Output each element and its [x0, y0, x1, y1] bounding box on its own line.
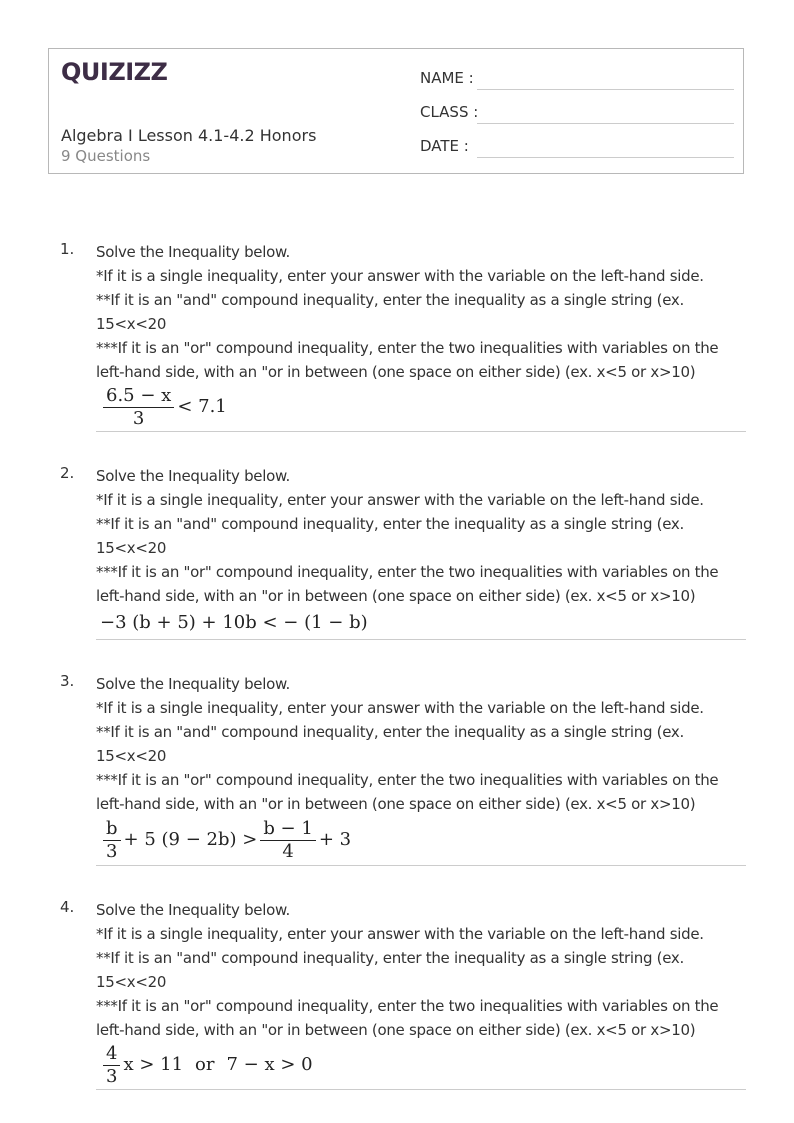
instruction-line: **If it is an "and" compound inequality, enter the inequality as a single string (ex.	[96, 723, 684, 741]
instruction-line: 15<x<20	[96, 315, 167, 333]
question-3	[60, 672, 746, 866]
instruction-line: **If it is an "and" compound inequality, enter the inequality as a single string (ex.	[96, 291, 684, 309]
instruction-line: *If it is a single inequality, enter your answer with the variable on the left-hand side.	[96, 925, 704, 943]
instruction-line: ***If it is an "or" compound inequality, enter the two inequalities with variables on the	[96, 563, 719, 581]
question-count: 9 Questions	[61, 147, 151, 165]
question-text	[96, 898, 746, 1088]
fraction	[103, 1042, 120, 1087]
question-number: 1.	[60, 240, 75, 258]
question-number: 3.	[60, 672, 75, 690]
fraction-numerator: 6.5 − x	[103, 387, 174, 408]
instruction-line: Solve the Inequality below.	[96, 675, 291, 693]
answer-divider	[96, 639, 746, 640]
class-field[interactable]	[420, 103, 734, 127]
instruction-line: *If it is a single inequality, enter your answer with the variable on the left-hand side.	[96, 491, 704, 509]
question-2	[60, 464, 746, 640]
math-expression	[96, 384, 746, 430]
fraction-denominator: 3	[132, 407, 145, 429]
fraction-numerator: b − 1	[260, 820, 316, 841]
instruction-line: left-hand side, with an "or in between (one space on either side) (ex. x<5 or x>10)	[96, 587, 696, 605]
name-line	[477, 89, 734, 90]
fraction	[103, 384, 174, 429]
question-number: 2.	[60, 464, 75, 482]
instruction-line: *If it is a single inequality, enter your answer with the variable on the left-hand side.	[96, 267, 704, 285]
instruction-line: 15<x<20	[96, 747, 167, 765]
instruction-line: left-hand side, with an "or in between (one space on either side) (ex. x<5 or x>10)	[96, 363, 696, 381]
instruction-line: *If it is a single inequality, enter your answer with the variable on the left-hand side.	[96, 699, 704, 717]
date-line	[477, 157, 734, 158]
question-text	[96, 464, 746, 638]
fraction-numerator: b	[103, 820, 121, 841]
math-text: x > 11	[123, 1054, 184, 1075]
instruction-line: ***If it is an "or" compound inequality, enter the two inequalities with variables on the	[96, 997, 719, 1015]
fraction	[260, 817, 316, 862]
question-1	[60, 240, 746, 432]
instruction-line: Solve the Inequality below.	[96, 901, 291, 919]
question-4	[60, 898, 746, 1090]
question-text	[96, 240, 746, 430]
answer-divider	[96, 1089, 746, 1090]
instruction-line: **If it is an "and" compound inequality, enter the inequality as a single string (ex.	[96, 949, 684, 967]
fraction	[103, 817, 121, 862]
worksheet-title: Algebra I Lesson 4.1-4.2 Honors	[61, 126, 317, 145]
worksheet-header	[48, 48, 744, 174]
math-expression	[96, 816, 746, 864]
instruction-line: Solve the Inequality below.	[96, 243, 291, 261]
fraction-numerator: 4	[103, 1045, 120, 1066]
math-text: < 7.1	[177, 396, 227, 417]
math-text: + 5 (9 − 2b) >	[123, 829, 258, 850]
question-number: 4.	[60, 898, 75, 916]
fraction-denominator: 3	[106, 1065, 118, 1087]
math-text: 7 − x > 0	[226, 1054, 313, 1075]
class-label: CLASS :	[420, 103, 479, 121]
instruction-line: ***If it is an "or" compound inequality, enter the two inequalities with variables on the	[96, 339, 719, 357]
instruction-line: 15<x<20	[96, 973, 167, 991]
name-label: NAME :	[420, 69, 474, 87]
instruction-line: left-hand side, with an "or in between (one space on either side) (ex. x<5 or x>10)	[96, 795, 696, 813]
class-line	[477, 123, 734, 124]
date-label: DATE :	[420, 137, 469, 155]
math-text: + 3	[318, 829, 352, 850]
fraction-denominator: 4	[282, 840, 294, 862]
instruction-line: 15<x<20	[96, 539, 167, 557]
math-expression	[96, 608, 746, 638]
date-field[interactable]	[420, 137, 734, 161]
name-field[interactable]	[420, 69, 734, 93]
answer-divider	[96, 431, 746, 432]
instruction-line: ***If it is an "or" compound inequality, enter the two inequalities with variables on the	[96, 771, 719, 789]
fraction-denominator: 3	[106, 840, 118, 862]
math-connector: or	[195, 1054, 215, 1075]
quizizz-logo: QUIZIZZ	[61, 58, 168, 86]
instruction-line: **If it is an "and" compound inequality, enter the inequality as a single string (ex.	[96, 515, 684, 533]
instruction-line: Solve the Inequality below.	[96, 467, 291, 485]
answer-divider	[96, 865, 746, 866]
math-text: −3 (b + 5) + 10b < − (1 − b)	[100, 612, 368, 633]
instruction-line: left-hand side, with an "or in between (one space on either side) (ex. x<5 or x>10)	[96, 1021, 696, 1039]
math-expression	[96, 1042, 746, 1088]
question-text	[96, 672, 746, 864]
